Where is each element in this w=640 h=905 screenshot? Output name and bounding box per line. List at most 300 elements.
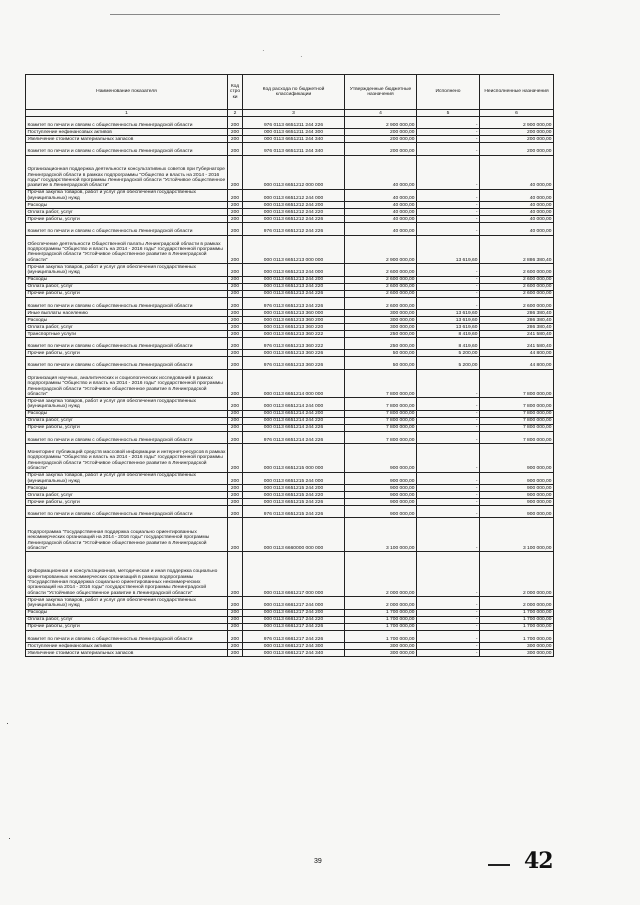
row-unexecuted: 40 000,00 bbox=[480, 216, 554, 223]
row-executed bbox=[417, 630, 480, 642]
row-line-code: 200 bbox=[228, 290, 243, 297]
row-approved: 300 000,00 bbox=[345, 323, 417, 330]
row-name: Комитет по печати и связям с общественностью Ленинградской области bbox=[26, 630, 228, 642]
table-row bbox=[26, 316, 554, 323]
row-unexecuted: 900 000,00 bbox=[480, 485, 554, 492]
row-approved: 1 700 000,00 bbox=[345, 609, 417, 616]
row-line-code: 200 bbox=[228, 350, 243, 357]
column-number: 4 bbox=[345, 110, 417, 117]
row-executed bbox=[417, 650, 480, 657]
row-executed: 13 619,60 bbox=[417, 235, 480, 264]
row-name: Оплата работ, услуг bbox=[26, 283, 228, 290]
row-line-code: 200 bbox=[228, 609, 243, 616]
row-line-code: 200 bbox=[228, 223, 243, 235]
table-row bbox=[26, 209, 554, 216]
row-approved: 40 000,00 bbox=[345, 223, 417, 235]
row-approved: 3 100 000,00 bbox=[345, 518, 417, 552]
row-name: Прочие работы, услуги bbox=[26, 623, 228, 630]
row-approved: 7 800 000,00 bbox=[345, 410, 417, 417]
row-executed bbox=[417, 202, 480, 209]
row-unexecuted: 40 000,00 bbox=[480, 155, 554, 189]
row-budget-code: 000 0113 6651212 244 226 bbox=[243, 216, 345, 223]
row-unexecuted: 3 100 000,00 bbox=[480, 518, 554, 552]
row-unexecuted: 200 000,00 bbox=[480, 143, 554, 155]
row-executed bbox=[417, 143, 480, 155]
row-approved: 250 000,00 bbox=[345, 330, 417, 337]
row-budget-code: 000 0113 6651214 244 226 bbox=[243, 424, 345, 431]
row-approved: 7 800 000,00 bbox=[345, 398, 417, 410]
row-name: Расходы bbox=[26, 485, 228, 492]
row-approved: 300 000,00 bbox=[345, 316, 417, 323]
table-row bbox=[26, 398, 554, 410]
row-budget-code: 000 0113 6651213 360 222 bbox=[243, 330, 345, 337]
row-name: Прочие работы, услуги bbox=[26, 216, 228, 223]
row-unexecuted: 44 800,00 bbox=[480, 357, 554, 369]
row-executed bbox=[417, 485, 480, 492]
row-approved: 200 000,00 bbox=[345, 136, 417, 143]
row-executed bbox=[417, 136, 480, 143]
row-budget-code: 000 0113 6651215 244 200 bbox=[243, 485, 345, 492]
row-approved: 2 000 000,00 bbox=[345, 552, 417, 597]
row-budget-code: 976 0113 6661217 244 226 bbox=[243, 630, 345, 642]
row-executed bbox=[417, 297, 480, 309]
row-approved: 1 700 000,00 bbox=[345, 630, 417, 642]
row-budget-code: 976 0113 6651213 244 226 bbox=[243, 297, 345, 309]
header-name: Наименование показателя bbox=[26, 75, 228, 110]
row-approved: 40 000,00 bbox=[345, 155, 417, 189]
row-approved: 2 600 000,00 bbox=[345, 276, 417, 283]
row-executed bbox=[417, 518, 480, 552]
row-approved: 2 600 000,00 bbox=[345, 283, 417, 290]
row-line-code: 200 bbox=[228, 309, 243, 316]
row-budget-code: 000 0113 6651214 244 200 bbox=[243, 410, 345, 417]
row-approved: 2 900 000,00 bbox=[345, 117, 417, 129]
row-unexecuted: 2 600 000,00 bbox=[480, 283, 554, 290]
row-name: Комитет по печати и связям с общественностью Ленинградской области bbox=[26, 223, 228, 235]
table-row bbox=[26, 499, 554, 506]
row-name: Прочие работы, услуги bbox=[26, 424, 228, 431]
row-approved: 2 000 000,00 bbox=[345, 597, 417, 609]
row-name: Оплата работ, услуг bbox=[26, 492, 228, 499]
row-unexecuted: 7 800 000,00 bbox=[480, 417, 554, 424]
row-executed bbox=[417, 424, 480, 431]
row-budget-code: 000 0113 6651213 244 220 bbox=[243, 283, 345, 290]
row-executed bbox=[417, 616, 480, 623]
row-approved: 40 000,00 bbox=[345, 202, 417, 209]
table-row bbox=[26, 643, 554, 650]
row-line-code: 200 bbox=[228, 410, 243, 417]
row-unexecuted: 1 700 000,00 bbox=[480, 623, 554, 630]
header-approved: Утвержденные бюджетные назначения bbox=[345, 75, 417, 110]
column-number: 2 bbox=[228, 110, 243, 117]
row-line-code: 200 bbox=[228, 616, 243, 623]
table-row bbox=[26, 143, 554, 155]
row-budget-code: 000 0113 6651212 244 000 bbox=[243, 189, 345, 201]
row-executed bbox=[417, 410, 480, 417]
row-approved: 300 000,00 bbox=[345, 643, 417, 650]
row-line-code: 200 bbox=[228, 202, 243, 209]
handwritten-page-stamp: 42 bbox=[524, 848, 553, 874]
row-approved: 50 000,00 bbox=[345, 350, 417, 357]
row-approved: 300 000,00 bbox=[345, 650, 417, 657]
row-name: Оплата работ, услуг bbox=[26, 417, 228, 424]
row-unexecuted: 2 600 000,00 bbox=[480, 290, 554, 297]
row-name: Поступление нефинансовых активов bbox=[26, 129, 228, 136]
row-approved: 900 000,00 bbox=[345, 499, 417, 506]
row-name: Организация научных, аналитических и социологических исследований в рамках подпрограммы "Общество и власть на 2014 - 2016 годы" государственной программы Ленинградской области "Устойчивое общественное развитие в Ленинградской области" bbox=[26, 369, 228, 398]
row-approved: 2 600 000,00 bbox=[345, 264, 417, 276]
row-unexecuted: 2 000 000,00 bbox=[480, 597, 554, 609]
table-header-row bbox=[26, 75, 554, 110]
row-budget-code: 000 0113 6651211 244 300 bbox=[243, 129, 345, 136]
row-line-code: 200 bbox=[228, 492, 243, 499]
row-name: Увеличение стоимости материальных запасов bbox=[26, 136, 228, 143]
row-approved: 1 700 000,00 bbox=[345, 616, 417, 623]
row-unexecuted: 286 380,40 bbox=[480, 309, 554, 316]
row-executed bbox=[417, 472, 480, 484]
row-name: Прочая закупка товаров, работ и услуг для обеспечения государственных (муниципальных) нужд bbox=[26, 472, 228, 484]
row-budget-code: 976 0113 6651213 360 222 bbox=[243, 337, 345, 349]
row-unexecuted: 44 800,00 bbox=[480, 350, 554, 357]
row-unexecuted: 2 886 380,40 bbox=[480, 235, 554, 264]
row-name: Прочие работы, услуги bbox=[26, 290, 228, 297]
margin-mark: · bbox=[8, 833, 11, 843]
table-row bbox=[26, 650, 554, 657]
row-executed bbox=[417, 155, 480, 189]
row-unexecuted: 2 600 000,00 bbox=[480, 264, 554, 276]
row-budget-code: 000 0113 6651212 244 220 bbox=[243, 209, 345, 216]
row-name: Прочая закупка товаров, работ и услуг для обеспечения государственных (муниципальных) нужд bbox=[26, 398, 228, 410]
row-unexecuted: 7 800 000,00 bbox=[480, 398, 554, 410]
row-budget-code: 000 0113 6661217 244 220 bbox=[243, 616, 345, 623]
row-executed: 13 619,60 bbox=[417, 323, 480, 330]
row-unexecuted: 40 000,00 bbox=[480, 202, 554, 209]
row-executed: 5 200,00 bbox=[417, 350, 480, 357]
row-line-code: 200 bbox=[228, 316, 243, 323]
row-executed bbox=[417, 492, 480, 499]
row-budget-code: 000 0113 6661217 000 000 bbox=[243, 552, 345, 597]
row-budget-code: 000 0113 6651214 000 000 bbox=[243, 369, 345, 398]
row-budget-code: 000 0113 6651213 360 220 bbox=[243, 323, 345, 330]
row-name: Комитет по печати и связям с общественностью Ленинградской области bbox=[26, 431, 228, 443]
row-budget-code: 000 0113 6651212 244 200 bbox=[243, 202, 345, 209]
row-name: Комитет по печати и связям с общественностью Ленинградской области bbox=[26, 143, 228, 155]
row-line-code: 200 bbox=[228, 506, 243, 518]
table-row bbox=[26, 290, 554, 297]
row-executed: 13 619,60 bbox=[417, 316, 480, 323]
row-approved: 200 000,00 bbox=[345, 129, 417, 136]
row-unexecuted: 300 000,00 bbox=[480, 643, 554, 650]
row-name: Информационная и консультационная, методическая и иная поддержка социально ориентированных некоммерческих организаций в рамках подпрограммы "Государственная поддержка социально ориентированных некоммерческих организаций на 2014 - 2016 годы" государственной программы Ленинградской области "Устойчивое общественное развитие в Ленинградской области" bbox=[26, 552, 228, 597]
top-scan-line bbox=[110, 14, 500, 15]
row-executed bbox=[417, 609, 480, 616]
table-row bbox=[26, 417, 554, 424]
table-row bbox=[26, 506, 554, 518]
row-budget-code: 976 0113 6651214 244 226 bbox=[243, 431, 345, 443]
row-line-code: 200 bbox=[228, 552, 243, 597]
row-approved: 50 000,00 bbox=[345, 357, 417, 369]
row-name: Обеспечение деятельности Общественной палаты Ленинградской области в рамках подпрограммы "Общество и власть на 2014 - 2016 годы" государственной программы Ленинградской области "Устойчивое общественное развитие в Ленинградской области" bbox=[26, 235, 228, 264]
table-row bbox=[26, 485, 554, 492]
table-row bbox=[26, 276, 554, 283]
row-unexecuted: 2 600 000,00 bbox=[480, 297, 554, 309]
table-row bbox=[26, 369, 554, 398]
row-line-code: 200 bbox=[228, 630, 243, 642]
row-name: Иные выплаты населению bbox=[26, 309, 228, 316]
table-row bbox=[26, 189, 554, 201]
row-budget-code: 976 0113 6651213 360 226 bbox=[243, 357, 345, 369]
row-line-code: 200 bbox=[228, 209, 243, 216]
row-name: Оплата работ, услуг bbox=[26, 323, 228, 330]
row-executed bbox=[417, 506, 480, 518]
row-line-code: 200 bbox=[228, 136, 243, 143]
row-budget-code: 000 0113 6651214 244 000 bbox=[243, 398, 345, 410]
table-row bbox=[26, 357, 554, 369]
row-budget-code: 000 0113 6651213 360 226 bbox=[243, 350, 345, 357]
table-row bbox=[26, 492, 554, 499]
row-line-code: 200 bbox=[228, 424, 243, 431]
column-number-row bbox=[26, 110, 554, 117]
row-executed bbox=[417, 552, 480, 597]
row-approved: 2 600 000,00 bbox=[345, 290, 417, 297]
table-row bbox=[26, 202, 554, 209]
table-row bbox=[26, 630, 554, 642]
scan-speck: · bbox=[300, 52, 303, 61]
row-executed bbox=[417, 499, 480, 506]
table-row bbox=[26, 337, 554, 349]
page-number: 39 bbox=[314, 858, 322, 865]
row-budget-code: 976 0113 6651215 244 226 bbox=[243, 506, 345, 518]
row-budget-code: 000 0113 6651211 244 340 bbox=[243, 136, 345, 143]
row-line-code: 200 bbox=[228, 357, 243, 369]
header-unexecuted: Неисполненные назначения bbox=[480, 75, 554, 110]
row-budget-code: 000 0113 6651215 244 220 bbox=[243, 492, 345, 499]
row-budget-code: 000 0113 6661217 244 340 bbox=[243, 650, 345, 657]
row-budget-code: 976 0113 6651211 244 340 bbox=[243, 143, 345, 155]
column-number: 1 bbox=[26, 110, 228, 117]
row-approved: 2 600 000,00 bbox=[345, 297, 417, 309]
row-budget-code: 000 0113 6651213 244 226 bbox=[243, 290, 345, 297]
row-approved: 7 800 000,00 bbox=[345, 417, 417, 424]
column-number: 5 bbox=[417, 110, 480, 117]
row-budget-code: 000 0113 6661217 244 000 bbox=[243, 597, 345, 609]
table-row bbox=[26, 155, 554, 189]
row-executed bbox=[417, 623, 480, 630]
row-executed bbox=[417, 117, 480, 129]
row-unexecuted: 40 000,00 bbox=[480, 209, 554, 216]
table-row bbox=[26, 216, 554, 223]
row-budget-code: 000 0113 6651213 244 200 bbox=[243, 276, 345, 283]
row-executed bbox=[417, 597, 480, 609]
row-approved: 900 000,00 bbox=[345, 485, 417, 492]
row-executed bbox=[417, 223, 480, 235]
row-executed bbox=[417, 290, 480, 297]
table-row bbox=[26, 472, 554, 484]
row-line-code: 200 bbox=[228, 485, 243, 492]
row-approved: 900 000,00 bbox=[345, 444, 417, 473]
row-name: Увеличение стоимости материальных запасов bbox=[26, 650, 228, 657]
row-line-code: 200 bbox=[228, 143, 243, 155]
row-approved: 300 000,00 bbox=[345, 309, 417, 316]
row-name: Транспортные услуги bbox=[26, 330, 228, 337]
row-line-code: 200 bbox=[228, 276, 243, 283]
row-executed bbox=[417, 643, 480, 650]
row-executed bbox=[417, 431, 480, 443]
row-unexecuted: 900 000,00 bbox=[480, 444, 554, 473]
scan-speck: · bbox=[262, 46, 265, 55]
row-name: Прочая закупка товаров, работ и услуг для обеспечения государственных (муниципальных) нужд bbox=[26, 189, 228, 201]
column-number: 3 bbox=[243, 110, 345, 117]
row-unexecuted: 200 000,00 bbox=[480, 136, 554, 143]
row-unexecuted: 300 000,00 bbox=[480, 650, 554, 657]
row-budget-code: 976 0113 6651212 244 226 bbox=[243, 223, 345, 235]
row-line-code: 200 bbox=[228, 117, 243, 129]
row-line-code: 200 bbox=[228, 643, 243, 650]
row-line-code: 200 bbox=[228, 297, 243, 309]
row-line-code: 200 bbox=[228, 189, 243, 201]
row-line-code: 200 bbox=[228, 216, 243, 223]
row-executed bbox=[417, 283, 480, 290]
row-name: Расходы bbox=[26, 276, 228, 283]
row-name: Поступление нефинансовых активов bbox=[26, 643, 228, 650]
row-name: Прочая закупка товаров, работ и услуг для обеспечения государственных (муниципальных) нужд bbox=[26, 597, 228, 609]
table-row bbox=[26, 136, 554, 143]
row-executed bbox=[417, 444, 480, 473]
table-row bbox=[26, 597, 554, 609]
row-line-code: 200 bbox=[228, 264, 243, 276]
header-line-code: Код стро ки bbox=[228, 75, 243, 110]
row-unexecuted: 200 000,00 bbox=[480, 129, 554, 136]
column-number: 6 bbox=[480, 110, 554, 117]
row-approved: 900 000,00 bbox=[345, 506, 417, 518]
row-line-code: 200 bbox=[228, 623, 243, 630]
row-name: Оплата работ, услуг bbox=[26, 209, 228, 216]
row-name: Подпрограмма "Государственная поддержка социально ориентированных некоммерческих организаций на 2014 - 2016 годы" государственной программы Ленинградской области "Устойчивое общественное развитие в Ленинградской области" bbox=[26, 518, 228, 552]
row-unexecuted: 2 000 000,00 bbox=[480, 552, 554, 597]
header-executed: Исполнено bbox=[417, 75, 480, 110]
row-executed bbox=[417, 417, 480, 424]
row-name: Расходы bbox=[26, 609, 228, 616]
row-name: Расходы bbox=[26, 410, 228, 417]
row-approved: 7 800 000,00 bbox=[345, 369, 417, 398]
row-approved: 7 800 000,00 bbox=[345, 424, 417, 431]
row-budget-code: 000 0113 6651215 244 226 bbox=[243, 499, 345, 506]
row-unexecuted: 241 580,40 bbox=[480, 330, 554, 337]
margin-mark: · bbox=[6, 718, 9, 728]
row-executed bbox=[417, 216, 480, 223]
row-executed bbox=[417, 209, 480, 216]
row-line-code: 200 bbox=[228, 330, 243, 337]
row-line-code: 200 bbox=[228, 155, 243, 189]
table-row bbox=[26, 330, 554, 337]
table-row bbox=[26, 117, 554, 129]
row-budget-code: 000 0113 6661217 244 300 bbox=[243, 643, 345, 650]
header-budget-code: Код расхода по бюджетной классификации bbox=[243, 75, 345, 110]
row-unexecuted: 241 580,40 bbox=[480, 337, 554, 349]
row-budget-code: 000 0113 6651213 360 000 bbox=[243, 309, 345, 316]
table-row bbox=[26, 431, 554, 443]
row-line-code: 200 bbox=[228, 323, 243, 330]
table-row bbox=[26, 235, 554, 264]
table-row bbox=[26, 350, 554, 357]
row-unexecuted: 40 000,00 bbox=[480, 189, 554, 201]
row-executed bbox=[417, 276, 480, 283]
table-row bbox=[26, 410, 554, 417]
row-executed bbox=[417, 129, 480, 136]
row-unexecuted: 286 380,40 bbox=[480, 316, 554, 323]
row-budget-code: 976 0113 6651211 244 226 bbox=[243, 117, 345, 129]
row-name: Прочая закупка товаров, работ и услуг для обеспечения государственных (муниципальных) нужд bbox=[26, 264, 228, 276]
row-executed: 8 419,60 bbox=[417, 330, 480, 337]
row-unexecuted: 286 380,40 bbox=[480, 323, 554, 330]
row-approved: 7 800 000,00 bbox=[345, 431, 417, 443]
row-approved: 40 000,00 bbox=[345, 216, 417, 223]
row-executed: 5 200,00 bbox=[417, 357, 480, 369]
row-unexecuted: 7 800 000,00 bbox=[480, 424, 554, 431]
row-executed bbox=[417, 398, 480, 410]
table-row bbox=[26, 309, 554, 316]
row-approved: 2 900 000,00 bbox=[345, 235, 417, 264]
row-line-code: 200 bbox=[228, 518, 243, 552]
row-budget-code: 000 0113 6661217 244 200 bbox=[243, 609, 345, 616]
row-name: Прочие работы, услуги bbox=[26, 499, 228, 506]
row-budget-code: 000 0113 6651215 000 000 bbox=[243, 444, 345, 473]
row-line-code: 200 bbox=[228, 472, 243, 484]
row-unexecuted: 7 800 000,00 bbox=[480, 369, 554, 398]
row-executed: 13 619,60 bbox=[417, 309, 480, 316]
row-approved: 1 700 000,00 bbox=[345, 623, 417, 630]
row-budget-code: 000 0113 6661217 244 226 bbox=[243, 623, 345, 630]
table-row bbox=[26, 609, 554, 616]
table-row bbox=[26, 444, 554, 473]
row-unexecuted: 1 700 000,00 bbox=[480, 616, 554, 623]
row-name: Организационная поддержка деятельности консультативных советов при Губернаторе Ленинградской области в рамках подпрограммы "Общество и власть на 2014 - 2016 годы" государственной программы Ленинградской области "Устойчивое общественное развитие в Ленинградской области" bbox=[26, 155, 228, 189]
row-approved: 200 000,00 bbox=[345, 143, 417, 155]
row-line-code: 200 bbox=[228, 398, 243, 410]
table-row bbox=[26, 552, 554, 597]
row-line-code: 200 bbox=[228, 235, 243, 264]
row-budget-code: 000 0113 6651212 000 000 bbox=[243, 155, 345, 189]
row-executed bbox=[417, 369, 480, 398]
row-name: Расходы bbox=[26, 202, 228, 209]
table-row bbox=[26, 264, 554, 276]
row-line-code: 200 bbox=[228, 431, 243, 443]
row-budget-code: 000 0113 6651213 000 000 bbox=[243, 235, 345, 264]
row-line-code: 200 bbox=[228, 597, 243, 609]
row-approved: 40 000,00 bbox=[345, 189, 417, 201]
row-line-code: 200 bbox=[228, 444, 243, 473]
handwritten-dash bbox=[488, 864, 510, 866]
row-unexecuted: 40 000,00 bbox=[480, 223, 554, 235]
row-approved: 900 000,00 bbox=[345, 472, 417, 484]
row-line-code: 200 bbox=[228, 337, 243, 349]
row-budget-code: 000 0113 6651213 360 200 bbox=[243, 316, 345, 323]
row-budget-code: 000 0113 6660000 000 000 bbox=[243, 518, 345, 552]
row-executed bbox=[417, 189, 480, 201]
table-body bbox=[26, 117, 554, 657]
row-name: Прочие работы, услуги bbox=[26, 350, 228, 357]
row-unexecuted: 2 900 000,00 bbox=[480, 117, 554, 129]
row-name: Комитет по печати и связям с общественностью Ленинградской области bbox=[26, 337, 228, 349]
row-line-code: 200 bbox=[228, 129, 243, 136]
row-name: Оплата работ, услуг bbox=[26, 616, 228, 623]
row-unexecuted: 7 800 000,00 bbox=[480, 410, 554, 417]
row-unexecuted: 900 000,00 bbox=[480, 472, 554, 484]
row-unexecuted: 1 700 000,00 bbox=[480, 609, 554, 616]
row-name: Комитет по печати и связям с общественностью Ленинградской области bbox=[26, 506, 228, 518]
row-budget-code: 000 0113 6651213 244 000 bbox=[243, 264, 345, 276]
row-line-code: 200 bbox=[228, 369, 243, 398]
